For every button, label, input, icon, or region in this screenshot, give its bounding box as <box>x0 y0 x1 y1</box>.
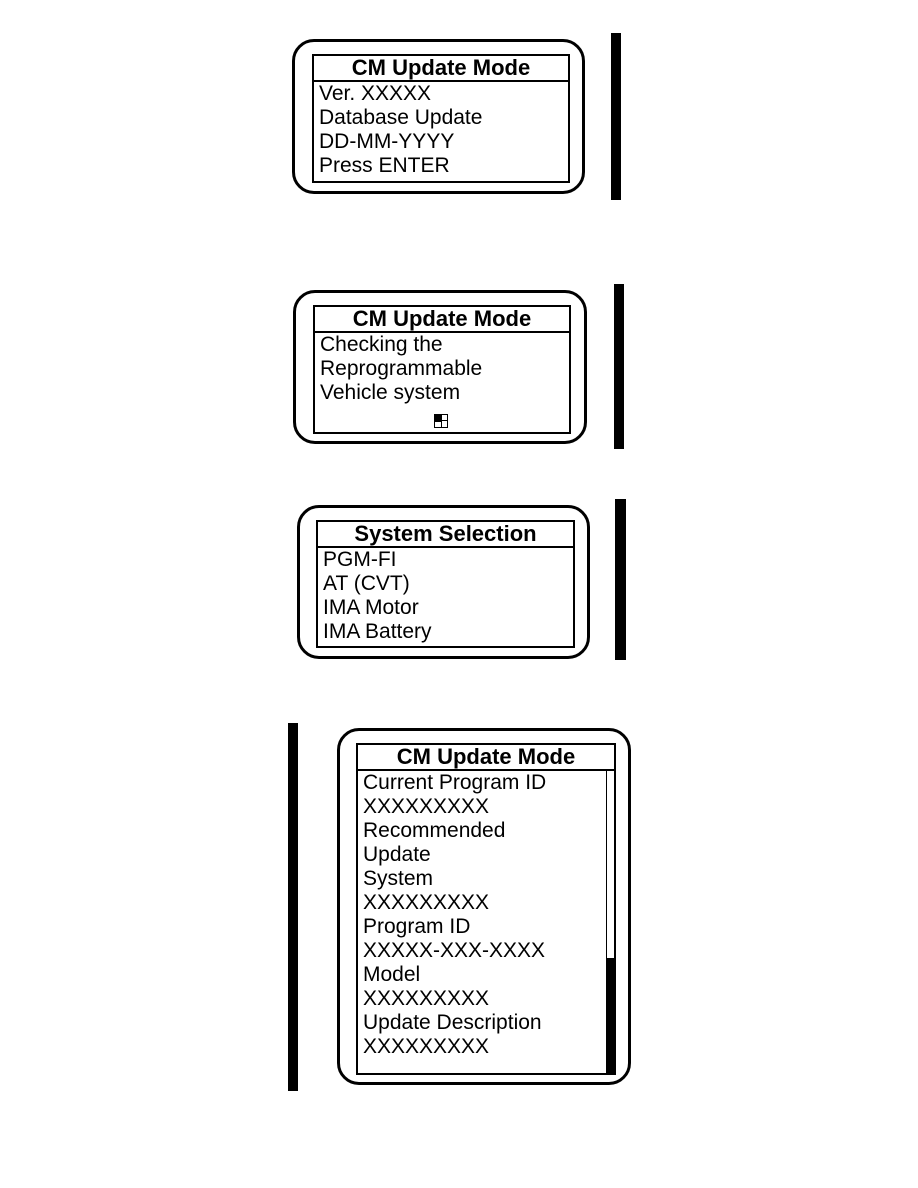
display-screen <box>312 54 570 183</box>
revision-bar <box>615 499 626 660</box>
busy-indicator-icon <box>434 414 448 428</box>
scrollbar-thumb[interactable] <box>607 958 614 1073</box>
screen-line: AT (CVT) <box>323 572 410 595</box>
screen-line: Vehicle system <box>320 381 461 404</box>
screen-line: Checking the <box>320 333 443 356</box>
screen-title: CM Update Mode <box>314 56 568 82</box>
screen-title: CM Update Mode <box>315 307 569 333</box>
revision-bar <box>611 33 621 200</box>
revision-bar <box>614 284 624 449</box>
display-screen <box>356 743 616 1075</box>
screen-title: CM Update Mode <box>358 745 614 771</box>
screen-line: XXXXXXXXX <box>363 987 490 1010</box>
revision-bar <box>288 723 298 1091</box>
screen-line: DD-MM-YYYY <box>319 130 455 153</box>
screen-line: Press ENTER <box>319 154 450 177</box>
screen-line: Update <box>363 843 431 866</box>
scan-tool-panel-2 <box>293 290 587 444</box>
screen-lines <box>358 771 614 1059</box>
screen-line: Update Description <box>363 1011 542 1034</box>
scan-tool-panel-3 <box>297 505 590 659</box>
screen-line: XXXXXXXXX <box>363 795 490 818</box>
screen-line: Ver. XXXXX <box>319 82 432 105</box>
display-screen <box>316 520 575 648</box>
screen-line: Reprogrammable <box>320 357 483 380</box>
screen-line: System <box>363 867 434 890</box>
screen-line: IMA Motor <box>323 596 419 619</box>
screen-line: PGM-FI <box>323 548 397 571</box>
screen-line: Program ID <box>363 915 471 938</box>
screen-line: XXXXX-XXX-XXXX <box>363 939 546 962</box>
screen-line: Model <box>363 963 421 986</box>
screen-line: Database Update <box>319 106 483 129</box>
screen-line: IMA Battery <box>323 620 432 643</box>
screen-lines <box>318 548 573 644</box>
screen-line: XXXXXXXXX <box>363 1035 490 1058</box>
screen-title: System Selection <box>318 522 573 548</box>
screen-line: Current Program ID <box>363 771 547 794</box>
scrollbar[interactable] <box>606 771 614 1073</box>
screen-line: Recommended <box>363 819 506 842</box>
scan-tool-panel-4 <box>337 728 631 1085</box>
screen-line: XXXXXXXXX <box>363 891 490 914</box>
screen-lines <box>315 333 569 405</box>
screen-lines <box>314 82 568 178</box>
display-screen <box>313 305 571 434</box>
scan-tool-panel-1 <box>292 39 585 194</box>
